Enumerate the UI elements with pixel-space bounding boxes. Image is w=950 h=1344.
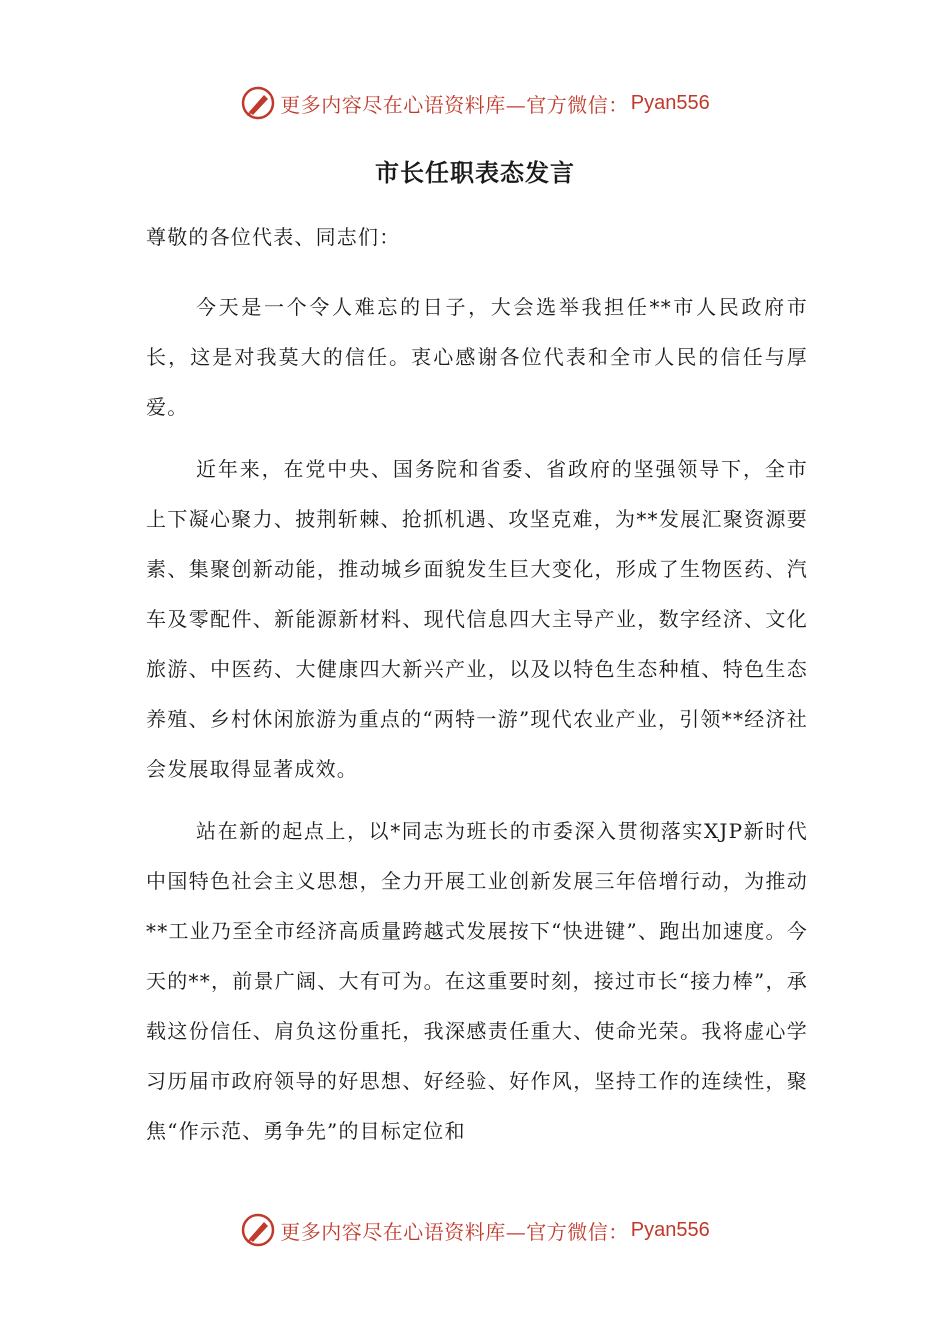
- pen-logo-icon: [240, 85, 276, 121]
- watermark-banner-top: [0, 83, 950, 123]
- paragraph-2: 近年来，在党中央、国务院和省委、省政府的坚强领导下，全市上下凝心聚力、披荆斩棘、抢抓机遇、攻坚克难，为**发展汇聚资源要素、集聚创新动能，推动城乡面貌发生巨大变化，形成了生物医药、汽车及零配件、新能源新材料、现代信息四大主导产业，数字经济、文化旅游、中医药、大健康四大新兴产业，以及以特色生态种植、特色生态养殖、乡村休闲旅游为重点的“两特一游”现代农业产业，引领**经济社会发展取得显著成效。: [146, 457, 808, 781]
- watermark-banner-bottom: [0, 1210, 950, 1250]
- paragraph-1: 今天是一个令人难忘的日子，大会选举我担任**市人民政府市长，这是对我莫大的信任。衷心感谢各位代表和全市人民的信任与厚爱。: [146, 295, 808, 419]
- watermark-text: 更多内容尽在心语资料库—官方微信：: [280, 92, 629, 117]
- paragraph-3: 站在新的起点上，以*同志为班长的市委深入贯彻落实XJP新时代中国特色社会主义思想，全力开展工业创新发展三年倍增行动，为推动**工业乃至全市经济高质量跨越式发展按下“快进键”、跑出加速度。今天的**，前景广阔、大有可为。在这重要时刻，接过市长“接力棒”，承载这份信任、肩负这份重托，我深感责任重大、使命光荣。我将虚心学习历届市政府领导的好思想、好经验、好作风，坚持工作的连续性，聚焦“作示范、勇争先”的目标定位和: [146, 819, 808, 1143]
- watermark-wechat-id: Pyan556: [630, 1218, 710, 1241]
- salutation: 尊敬的各位代表、同志们：: [146, 225, 401, 249]
- document-body: [146, 212, 808, 1168]
- watermark-wechat-id: Pyan556: [630, 91, 710, 114]
- document-title: 市长任职表态发言: [375, 158, 575, 187]
- watermark-text: 更多内容尽在心语资料库—官方微信：: [280, 1219, 629, 1244]
- pen-logo-icon: [240, 1212, 276, 1248]
